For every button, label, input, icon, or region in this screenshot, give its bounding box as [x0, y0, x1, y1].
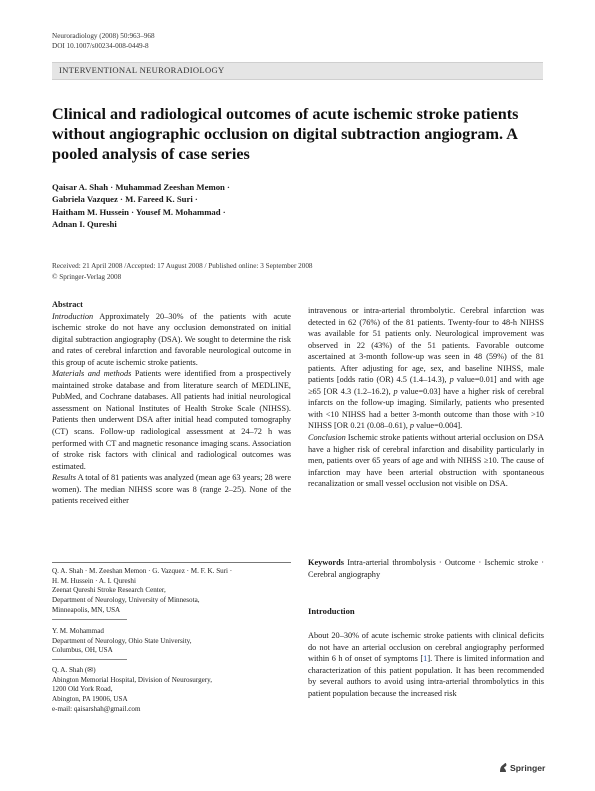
- p-value-label: p: [449, 375, 454, 385]
- author-list: [52, 181, 472, 231]
- keywords-text: Intra-arterial thrombolysis · Outcome · Ischemic stroke · Cerebral angiography: [308, 558, 544, 579]
- results-label: Results: [52, 473, 76, 483]
- author-line: Adnan I. Qureshi: [52, 219, 117, 230]
- affiliation-line: Abington, PA 19006, USA: [52, 695, 128, 704]
- methods-label: Materials and methods: [52, 369, 132, 379]
- affiliation-line: Department of Neurology, University of Minnesota,: [52, 596, 200, 605]
- abstract-left-column: [52, 299, 291, 507]
- affiliation-block: [52, 666, 291, 715]
- intro-body: ]. There is limited information and characterization of this patient population. It has been recommended by several authors to avoid using intra-arterial thrombolytics in this patient population because the increased risk: [308, 654, 544, 698]
- results-text: value=0.004].: [414, 421, 463, 431]
- abstract-introduction: [52, 311, 291, 369]
- abstract-heading: Abstract: [52, 300, 83, 309]
- received-accepted: Received: 21 April 2008 /Accepted: 17 August 2008 / Published online: 3 September 2008: [52, 262, 313, 270]
- publisher-name: Springer: [510, 763, 546, 773]
- results-text: value=0.03] have a higher risk of cerebral infarcts on the follow-up imaging. Similarly, patients who presented with <10 NIHSS had a better 3-month outcome than those with >10 NIHSS [OR 0.21 (0.08–0.61),: [308, 386, 544, 431]
- keywords: [308, 557, 544, 580]
- abstract-results-continued: [308, 305, 544, 432]
- footnote-rule: [52, 562, 291, 563]
- copyright: © Springer-Verlag 2008: [52, 273, 122, 281]
- results-text: value=0.01] and with age ≥65 [OR 4.3 (1.2–16.2),: [308, 375, 544, 396]
- p-value-label: p: [393, 386, 398, 396]
- publication-dates: [52, 261, 532, 283]
- affiliation-divider: [52, 659, 127, 660]
- affiliation-line: Y. M. Mohammad: [52, 627, 104, 635]
- introduction-paragraph: [308, 630, 544, 699]
- doi: DOI 10.1007/s00234-008-0449-8: [52, 42, 149, 50]
- methods-text: Patients were identified from a prospectively maintained stroke database and from literature search of MEDLINE, PubMed, and Cochrane databases. All patients had initial neurological assessment on National Institutes of Health Stroke Scale (NIHSS). Patients then underwent DSA after initial head computed tomography (CT) scans. Follow-up radiological assessment at 24–72 h was performed with CT and magnetic resonance imaging scans. Association of stroke risk factors with clinical and radiological outcomes was estimated.: [52, 369, 292, 471]
- section-label: INTERVENTIONAL NEURORADIOLOGY: [59, 65, 225, 75]
- results-text: intravenous or intra-arterial thrombolytic. Cerebral infarction was detected in 62 (76%) of the 81 patients. Twenty-four to 48-h NIHSS was available for 51 patients only. Neurological improvement was observed in 22 (43%) of the 51 patients. Favorable outcome ascertained at 3-month follow-up was seen in 48 (59%) of the 81 patients. After adjusting for age, sex, and baseline NIHSS, male patients [odds ratio (OR) 4.5 (1.4–14.3),: [308, 306, 544, 385]
- journal-citation: [52, 31, 155, 51]
- section-band: [52, 62, 543, 80]
- results-text: A total of 81 patients was analyzed (mean age 63 years; 28 were women). The median NIHSS score was 8 (range 2–25). None of the patients received either: [52, 473, 291, 506]
- intro-body: About 20–30% of acute ischemic stroke patients with clinical deficits do not have an arterial occlusion on cerebral angiography performed within 6 h of onset of symptoms [: [308, 631, 544, 664]
- author-line: Haitham M. Hussein · Yousef M. Mohammad ·: [52, 206, 226, 217]
- affiliation-line: 1200 Old York Road,: [52, 685, 113, 694]
- author-line: Qaisar A. Shah · Muhammad Zeeshan Memon ·: [52, 182, 230, 192]
- email-link[interactable]: e-mail: qaisarshah@gmail.com: [52, 704, 141, 713]
- abstract-right-column: [308, 305, 544, 490]
- author-line: Gabriela Vazquez · M. Fareed K. Suri ·: [52, 194, 198, 205]
- abstract-conclusion: [308, 432, 544, 490]
- affiliation-line: Columbus, OH, USA: [52, 646, 113, 655]
- conclusion-label: Conclusion: [308, 433, 346, 443]
- affiliation-line: Zeenat Qureshi Stroke Research Center,: [52, 586, 166, 595]
- p-value-label: p: [409, 421, 415, 431]
- abstract-methods: [52, 368, 291, 472]
- affiliation-line: Q. A. Shah (✉): [52, 666, 96, 674]
- publisher-logo: [498, 762, 545, 773]
- affiliation-line: Q. A. Shah · M. Zeeshan Memon · G. Vazquez · M. F. K. Suri ·: [52, 567, 233, 575]
- intro-text: Approximately 20–30% of the patients with acute ischemic stroke do not have any occlusion demonstrated on initial digital subtraction angiography (DSA). We sought to determine the risk and rates of cerebral infarction and favorable neurological outcome in this group of acute ischemic stroke patients.: [52, 311, 291, 367]
- conclusion-text: Ischemic stroke patients without arterial occlusion on DSA have a higher risk of cerebral infarction and disability particularly in men, patients over 65 years of age and with NIHSS ≥10. The cause of infarction may have been arterial obstruction with spontaneous recanalization or small vessel occlusion not visible on DSA.: [308, 433, 544, 489]
- affiliation-line: Department of Neurology, Ohio State University,: [52, 636, 192, 645]
- citation-link[interactable]: 1: [423, 654, 428, 664]
- introduction-heading: Introduction: [308, 606, 355, 616]
- intro-label: Introduction: [52, 311, 94, 321]
- keywords-label: Keywords: [308, 558, 344, 567]
- springer-horse-icon: [498, 762, 508, 773]
- affiliation-divider: [52, 619, 127, 620]
- article-title: Clinical and radiological outcomes of acute ischemic stroke patients without angiographic occlusion on digital subtraction angiogram. A pooled analysis of case series: [52, 105, 519, 164]
- affiliation-line: Minneapolis, MN, USA: [52, 605, 121, 614]
- affiliation-block: [52, 567, 291, 616]
- journal-volume: Neuroradiology (2008) 50:963–968: [52, 32, 155, 40]
- affiliation-block: [52, 627, 291, 656]
- abstract-results: [52, 472, 291, 507]
- affiliation-line: H. M. Hussein · A. I. Qureshi: [52, 576, 136, 585]
- affiliation-line: Abington Memorial Hospital, Division of Neurosurgery,: [52, 675, 212, 684]
